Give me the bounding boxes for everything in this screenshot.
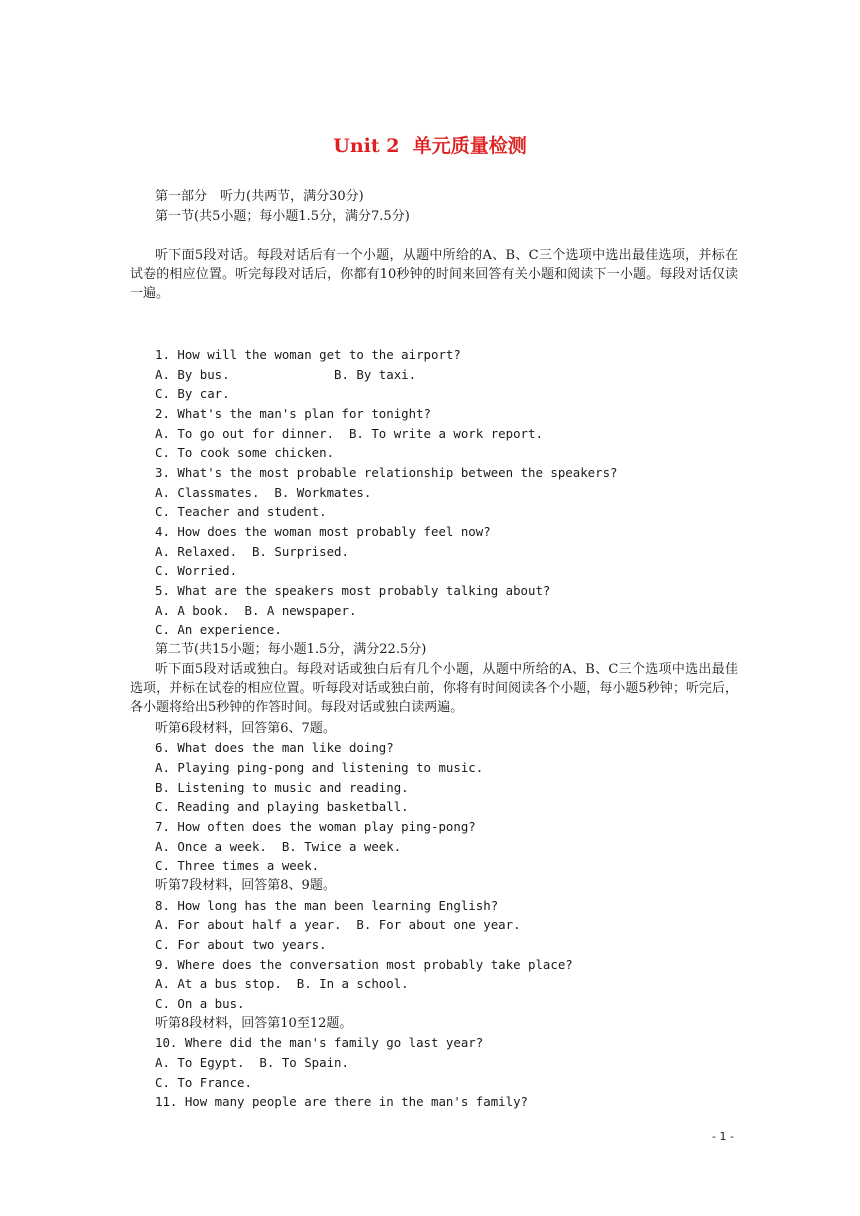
question-10: 10. Where did the man's family go last year? [155, 1035, 484, 1050]
question-7-option-c: C. Three times a week. [155, 858, 320, 873]
section1-heading: 第一节(共5小题；每小题1.5分，满分7.5分) [155, 209, 410, 224]
question-3-options-ab: A. Classmates. B. Workmates. [155, 485, 372, 500]
question-1: 1. How will the woman get to the airport? [155, 347, 461, 362]
question-10-options-ab: A. To Egypt. B. To Spain. [155, 1055, 349, 1070]
question-9-option-c: C. On a bus. [155, 996, 245, 1011]
question-8: 8. How long has the man been learning English? [155, 898, 499, 913]
material-6-heading: 听第6段材料，回答第6、7题。 [155, 721, 336, 736]
question-8-options-ab: A. For about half a year. B. For about one year. [155, 917, 521, 932]
material-8-heading: 听第8段材料，回答第10至12题。 [155, 1016, 353, 1031]
question-4-options-ab: A. Relaxed. B. Surprised. [155, 544, 349, 559]
question-1-option-c: C. By car. [155, 386, 230, 401]
question-8-option-c: C. For about two years. [155, 937, 327, 952]
question-5: 5. What are the speakers most probably talking about? [155, 583, 551, 598]
question-3-option-c: C. Teacher and student. [155, 504, 327, 519]
question-2-options-ab: A. To go out for dinner. B. To write a work report. [155, 426, 543, 441]
question-2: 2. What's the man's plan for tonight? [155, 406, 432, 421]
question-3: 3. What's the most probable relationship between the speakers? [155, 465, 618, 480]
question-6-option-c: C. Reading and playing basketball. [155, 799, 409, 814]
question-7: 7. How often does the woman play ping-pong? [155, 819, 476, 834]
question-9: 9. Where does the conversation most probably take place? [155, 957, 573, 972]
question-5-options-ab: A. A book. B. A newspaper. [155, 603, 357, 618]
part1-heading: 第一部分 听力(共两节，满分30分) [155, 189, 364, 204]
question-1-options-ab: A. By bus. B. By taxi. [155, 367, 417, 382]
question-4: 4. How does the woman most probably feel now? [155, 524, 491, 539]
question-6: 6. What does the man like doing? [155, 740, 394, 755]
question-9-options-ab: A. At a bus stop. B. In a school. [155, 976, 409, 991]
question-4-option-c: C. Worried. [155, 563, 238, 578]
question-10-option-c: C. To France. [155, 1075, 252, 1090]
document-title: Unit 2 单元质量检测 [333, 135, 527, 157]
section1-instructions: 听下面5段对话。每段对话后有一个小题，从题中所给的A、B、C三个选项中选出最佳选项，并标在试卷的相应位置。听完每段对话后，你都有10秒钟的时间来回答有关小题和阅读下一小题。每段对话仅读一遍。 [130, 248, 738, 301]
question-6-option-b: B. Listening to music and reading. [155, 780, 409, 795]
question-5-option-c: C. An experience. [155, 622, 282, 637]
question-7-options-ab: A. Once a week. B. Twice a week. [155, 839, 402, 854]
page-number: - 1 - [712, 1130, 734, 1143]
question-2-option-c: C. To cook some chicken. [155, 445, 335, 460]
question-11: 11. How many people are there in the man's family? [155, 1094, 528, 1109]
section2-heading: 第二节(共15小题；每小题1.5分，满分22.5分) [155, 642, 427, 657]
material-7-heading: 听第7段材料，回答第8、9题。 [155, 878, 336, 893]
question-6-option-a: A. Playing ping-pong and listening to music. [155, 760, 484, 775]
section2-instructions: 听下面5段对话或独白。每段对话或独白后有几个小题，从题中所给的A、B、C三个选项中选出最佳选项，并标在试卷的相应位置。听每段对话或独白前，你将有时间阅读各个小题，每小题5秒钟；听完后，各小题将给出5秒钟的作答时间。每段对话或独白读两遍。 [130, 662, 738, 715]
